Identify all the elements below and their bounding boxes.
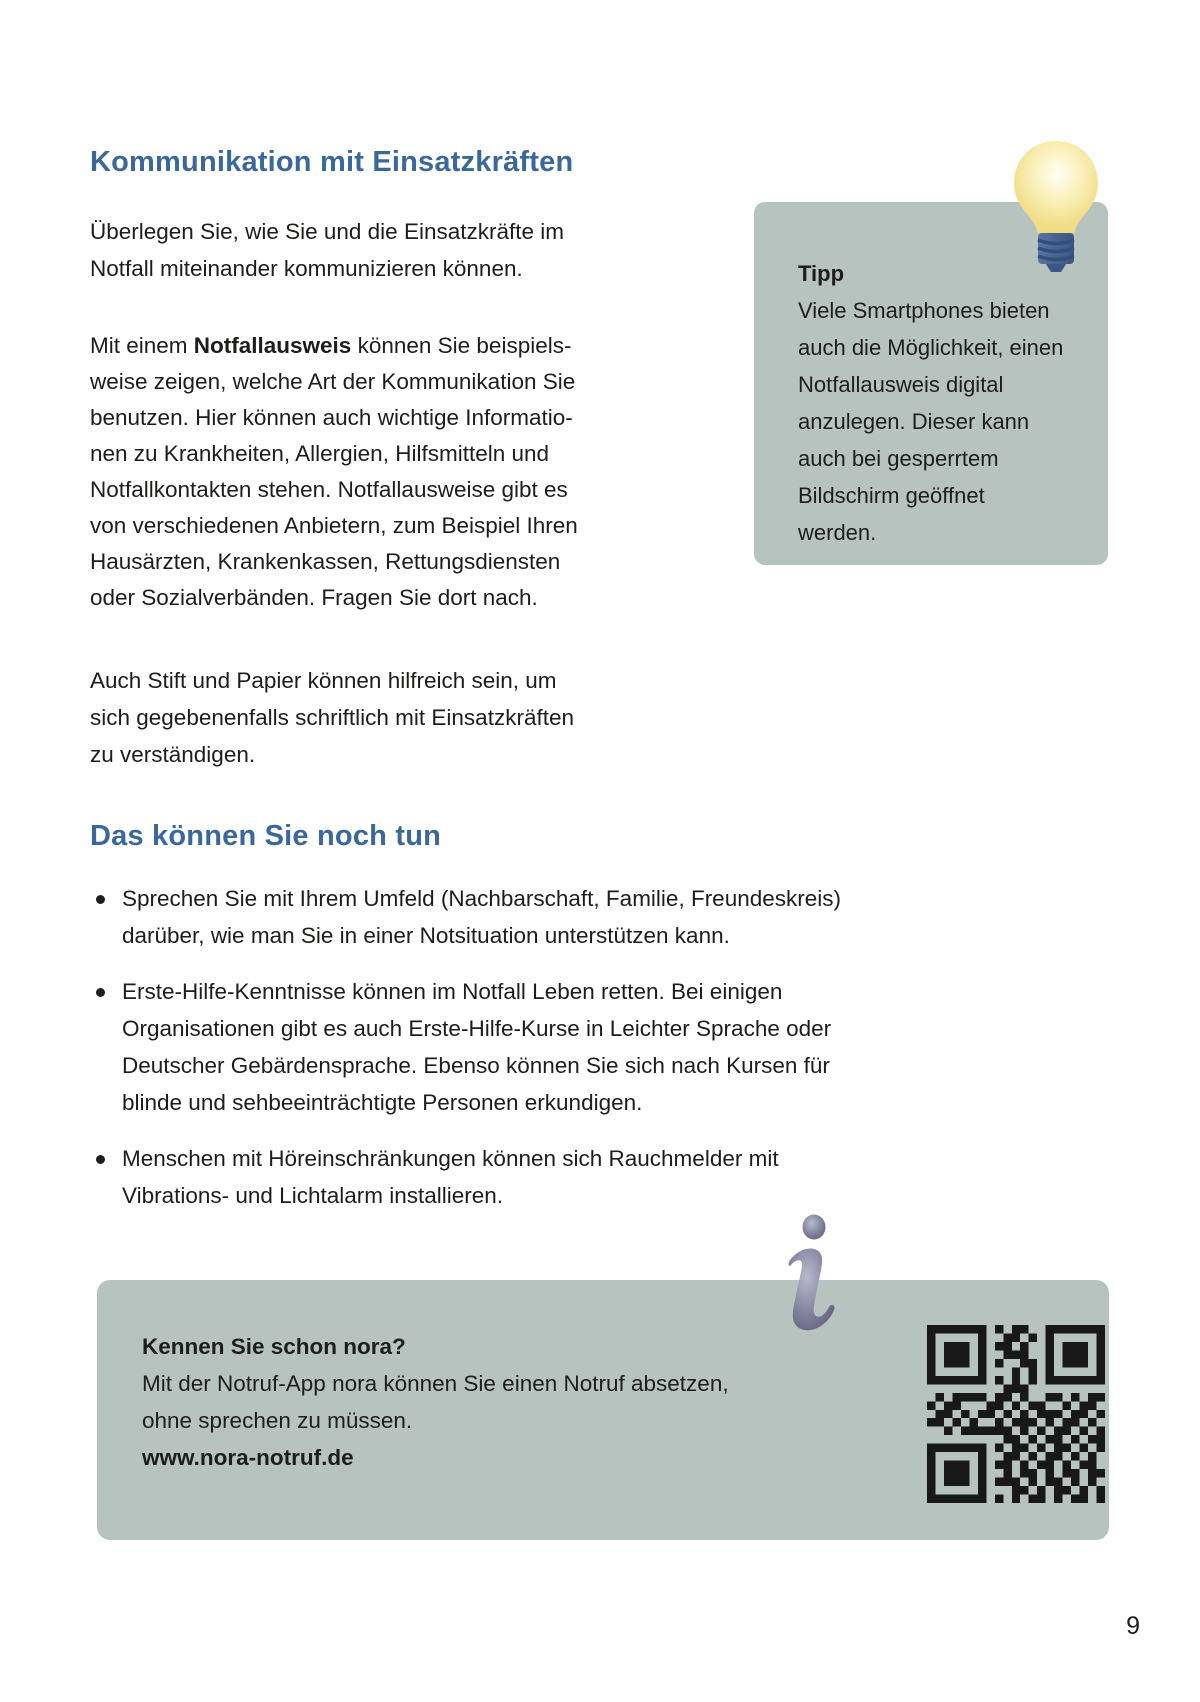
page-number: 9 xyxy=(1126,1612,1140,1640)
paragraph-stift-papier xyxy=(90,662,574,773)
heading-das-koennen-sie-noch-tun: Das können Sie noch tun xyxy=(90,820,442,852)
text-line: Menschen mit Höreinschränkungen können sich Rauchmelder mit xyxy=(122,1146,779,1171)
action-list xyxy=(90,880,1090,1214)
list-item xyxy=(90,1140,1090,1214)
qr-code xyxy=(927,1325,1105,1503)
paragraph-notfallausweis xyxy=(90,328,578,616)
text-line: Auch Stift und Papier können hilfreich sein, um xyxy=(90,668,557,693)
list-item xyxy=(90,880,1090,954)
paragraph-ueberlegen xyxy=(90,213,564,287)
text-line: zu verständigen. xyxy=(90,742,256,767)
text-line: sich gegebenenfalls schriftlich mit Einsatzkräften xyxy=(90,705,574,730)
text-line: nen zu Krankheiten, Allergien, Hilfsmitteln und xyxy=(90,441,550,466)
text-line: werden. xyxy=(798,520,877,545)
text-line: blinde und sehbeeinträchtigte Personen erkundigen. xyxy=(122,1090,643,1115)
text-line: Notfall miteinander kommunizieren können. xyxy=(90,256,523,281)
text-line: oder Sozialverbänden. Fragen Sie dort nach. xyxy=(90,585,538,610)
lightbulb-icon xyxy=(1010,138,1102,274)
nora-link: www.nora-notruf.de xyxy=(142,1445,354,1470)
text-line: Vibrations- und Lichtalarm installieren. xyxy=(122,1183,504,1208)
nora-box-content xyxy=(142,1328,729,1476)
text-line: Bildschirm geöffnet xyxy=(798,483,985,508)
text-line: weise zeigen, welche Art der Kommunikation Sie xyxy=(90,369,576,394)
text-line xyxy=(90,328,578,364)
text-line: Überlegen Sie, wie Sie und die Einsatzkräfte im xyxy=(90,219,564,244)
qr-code-svg xyxy=(927,1325,1105,1503)
tipp-box-content xyxy=(798,255,1063,551)
info-icon xyxy=(764,1214,848,1334)
text-span: Mit einem xyxy=(90,333,194,358)
text-line: von verschiedenen Anbietern, zum Beispiel Ihren xyxy=(90,513,578,538)
text-line: darüber, wie man Sie in einer Notsituation unterstützen kann. xyxy=(122,923,730,948)
nora-box-title: Kennen Sie schon nora? xyxy=(142,1334,406,1359)
tipp-box-title: Tipp xyxy=(798,261,845,286)
text-line: ohne sprechen zu müssen. xyxy=(142,1408,413,1433)
heading-kommunikation: Kommunikation mit Einsatzkräften xyxy=(90,146,574,178)
text-line: Deutscher Gebärdensprache. Ebenso können Sie sich nach Kursen für xyxy=(122,1053,830,1078)
text-line: Erste-Hilfe-Kenntnisse können im Notfall Leben retten. Bei einigen xyxy=(122,979,783,1004)
text-line: auch bei gesperrtem xyxy=(798,446,999,471)
text-line: Notfallkontakten stehen. Notfallausweise gibt es xyxy=(90,477,568,502)
text-line: Hausärzten, Krankenkassen, Rettungsdiensten xyxy=(90,549,561,574)
list-item xyxy=(90,973,1090,1121)
text-span-bold: Notfallausweis xyxy=(193,333,352,358)
text-line: Sprechen Sie mit Ihrem Umfeld (Nachbarschaft, Familie, Freundeskreis) xyxy=(122,886,842,911)
text-line: benutzen. Hier können auch wichtige Informatio- xyxy=(90,405,573,430)
text-line: Notfallausweis digital xyxy=(798,372,1004,397)
text-line: Mit der Notruf-App nora können Sie einen Notruf absetzen, xyxy=(142,1371,729,1396)
text-span: können Sie beispiels- xyxy=(351,333,572,358)
nora-box xyxy=(97,1280,1109,1540)
text-line: anzulegen. Dieser kann xyxy=(798,409,1030,434)
text-line: Organisationen gibt es auch Erste-Hilfe-Kurse in Leichter Sprache oder xyxy=(122,1016,832,1041)
text-line: Viele Smartphones bieten xyxy=(798,298,1050,323)
text-line: auch die Möglichkeit, einen xyxy=(798,335,1064,360)
